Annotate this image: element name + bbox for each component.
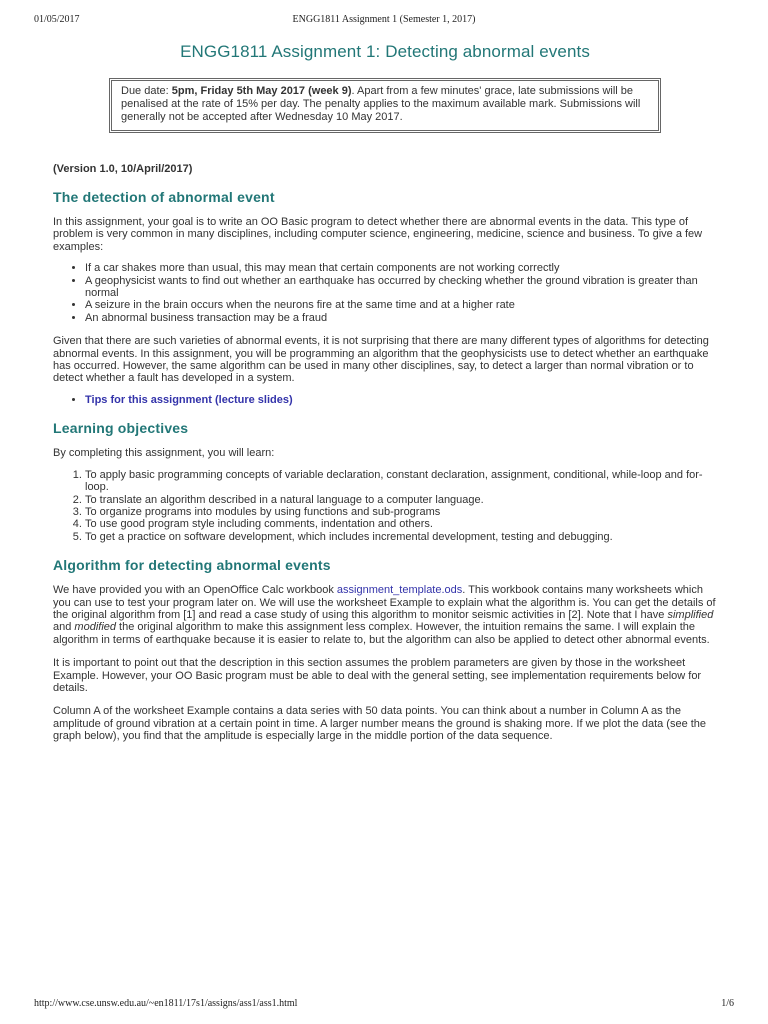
due-details: . Apart from a few minutes' grace, late submissions will be penalised at the rate of 15% per day. The penalty applies to the maximum available mark. Submissions will generally not be accepted after Wednesday 10 May 2017. bbox=[121, 85, 641, 123]
list-item: • An abnormal business transaction may be a fraud bbox=[85, 312, 717, 324]
detection-paragraph-2: Given that there are such varieties of abnormal events, it is not surprising that there are many different types of algorithms for detecting abnormal events. In this assignment, you will be programming an algorithm that the geophysicists use to detect whether an earthquake has occurred. However, the same algorithm can be used in many other disciplines, say, to detect a larger than normal vibration or to detect whether a fault has developed in a system. bbox=[53, 335, 709, 385]
due-date: 5pm, Friday 5th May 2017 (week 9) bbox=[171, 85, 352, 97]
list-item: 5. To get a practice on software development, which includes incremental development, testing and debugging. bbox=[85, 531, 717, 543]
objectives-list bbox=[53, 469, 717, 543]
tips-list bbox=[53, 394, 717, 406]
list-item: • A geophysicist wants to find out whether an earthquake has occurred by checking whether the ground vibration is greater than normal bbox=[85, 275, 717, 300]
emphasis-modified: modified bbox=[74, 621, 116, 634]
list-item bbox=[85, 394, 717, 406]
page-content bbox=[53, 42, 717, 743]
version-label: (Version 1.0, 10/April/2017) bbox=[53, 163, 193, 175]
examples-list bbox=[53, 262, 717, 324]
template-link[interactable]: assignment_template.ods bbox=[336, 584, 463, 597]
tips-link[interactable]: Tips for this assignment (lecture slides) bbox=[85, 393, 293, 406]
list-item: • A seizure in the brain occurs when the neurons fire at the same time and at a higher rate bbox=[85, 299, 717, 311]
list-item: 1. To apply basic programming concepts of variable declaration, constant declaration, assignment, conditional, while-loop and for-loop. bbox=[85, 469, 717, 494]
list-item: 2. To translate an algorithm described in a natural language to a computer language. bbox=[85, 494, 717, 506]
print-header bbox=[34, 14, 734, 28]
algorithm-paragraph-3: Column A of the worksheet Example contains a data series with 50 data points. You can think about a number in Column A as the amplitude of ground vibration at a certain point in time. A larger number means the ground is shaking more. If we plot the data (see the graph below), you find that the amplitude is especially large in the middle portion of the data sequence. bbox=[53, 705, 707, 743]
print-doc-title: ENGG1811 Assignment 1 (Semester 1, 2017) bbox=[292, 14, 476, 25]
page-title: ENGG1811 Assignment 1: Detecting abnormal events bbox=[180, 42, 590, 61]
list-item: • If a car shakes more than usual, this may mean that certain components are not working correctly bbox=[85, 262, 717, 274]
due-prefix: Due date: bbox=[121, 85, 172, 97]
section-heading-algorithm: Algorithm for detecting abnormal events bbox=[53, 557, 331, 574]
section-heading-objectives: Learning objectives bbox=[53, 420, 189, 437]
detection-intro: In this assignment, your goal is to write an OO Basic program to detect whether there are abnormal events in the data. This type of problem is very common in many disciplines, including computer science, engineering, medicine, science and business. To give a few examples: bbox=[53, 216, 703, 253]
due-date-box bbox=[109, 78, 661, 133]
print-url: http://www.cse.unsw.edu.au/~en1811/17s1/assigns/ass1/ass1.html bbox=[34, 998, 298, 1009]
page-number: 1/6 bbox=[721, 998, 734, 1009]
algorithm-paragraph-1 bbox=[53, 584, 717, 646]
objectives-intro: By completing this assignment, you will learn: bbox=[53, 447, 275, 460]
section-heading-detection: The detection of abnormal event bbox=[53, 189, 275, 205]
print-footer bbox=[34, 998, 734, 1012]
text-run: the original algorithm to make this assignment less complex. However, the intuition remains the same. I will explain the algorithm in terms of earthquake because it is easier to relate to, but the algorithm can also be applied to detect other abnormal events. bbox=[53, 621, 710, 646]
list-item: 4. To use good program style including comments, indentation and others. bbox=[85, 518, 717, 530]
text-run: and bbox=[53, 621, 75, 634]
text-run: We have provided you with an OpenOffice Calc workbook bbox=[53, 584, 337, 597]
emphasis-simplified: simplified bbox=[667, 608, 714, 621]
text-run: . This workbook contains many worksheets which you can use to test your program later on. We will use the worksheet Example to explain what the algorithm is. You can get the details of the original algorithm from [1] and read a case study of using this algorithm to monitor seismic activities in [2]. Note that I have bbox=[53, 584, 716, 621]
algorithm-paragraph-2: It is important to point out that the description in this section assumes the problem parameters are given by those in the worksheet Example. However, your OO Basic program must be able to deal with the general setting, see implementation requirements below for details. bbox=[53, 657, 702, 694]
print-date: 01/05/2017 bbox=[34, 14, 80, 25]
list-item: 3. To organize programs into modules by using functions and sub-programs bbox=[85, 506, 717, 518]
